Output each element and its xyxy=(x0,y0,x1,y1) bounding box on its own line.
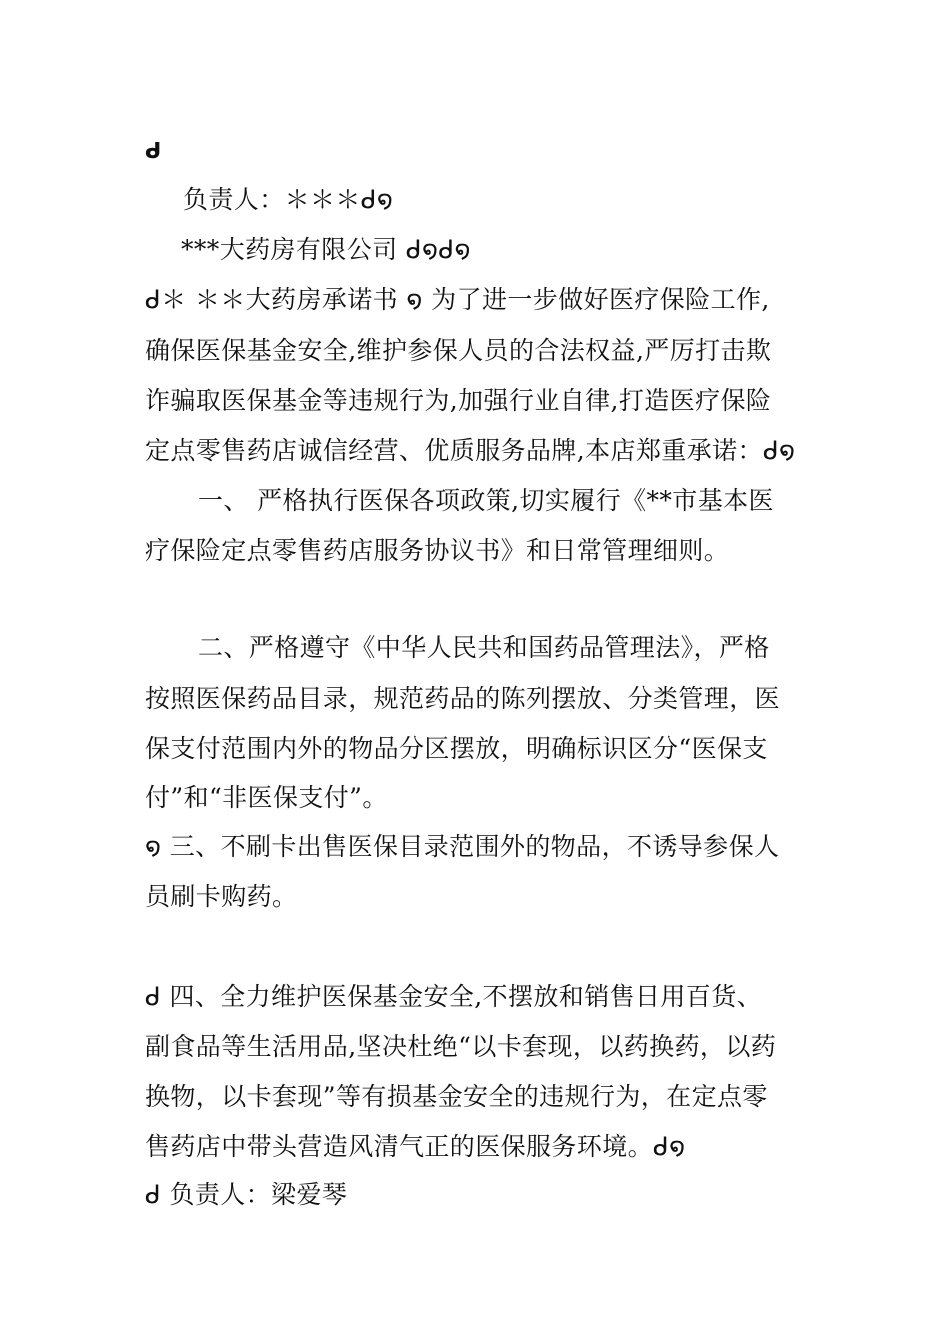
item-4-line-4: 售药店中带头营造风清气正的医保服务环境。ᑯ໑ xyxy=(145,1132,686,1161)
signatory-line: 负责人：＊＊＊ᑯ໑ xyxy=(183,185,394,214)
intro-line-4: 定点零售药店诚信经营、优质服务品牌,本店郑重承诺：ᑯ໑ xyxy=(145,436,796,465)
item-4-line-1: ᑯ 四、全力维护医保基金安全,不摆放和销售日用百货、 xyxy=(145,982,763,1011)
item-3-line-1: ໑ 三、不刷卡出售医保目录范围外的物品，不诱导参保人 xyxy=(145,832,780,861)
item-2-line-3: 保支付范围内外的物品分区摆放，明确标识区分“医保支 xyxy=(145,734,768,763)
item-3-line-2: 员刷卡购药。 xyxy=(145,882,298,911)
stray-marker: ᑯ xyxy=(145,139,162,164)
item-2-line-2: 按照医保药品目录，规范药品的陈列摆放、分类管理，医 xyxy=(145,684,781,713)
intro-line-3: 诈骗取医保基金等违规行为,加强行业自律,打造医疗保险 xyxy=(145,386,772,415)
item-4-line-2: 副食品等生活用品,坚决杜绝“以卡套现，以药换药，以药 xyxy=(145,1032,777,1061)
item-2-line-1: 二、严格遵守《中华人民共和国药品管理法》，严格 xyxy=(198,633,770,662)
title-and-intro-line: ᑯ＊ ＊＊大药房承诺书 ໑ 为了进一步做好医疗保险工作, xyxy=(145,285,770,314)
item-4-line-3: 换物，以卡套现”等有损基金安全的违规行为，在定点零 xyxy=(145,1082,768,1111)
item-2-line-4: 付”和“非医保支付”。 xyxy=(145,783,388,812)
intro-line-2: 确保医保基金安全,维护参保人员的合法权益,严厉打击欺 xyxy=(145,336,772,365)
company-name-line: ***大药房有限公司 ᑯ໑ᑯ໑ xyxy=(181,235,471,264)
item-1-line-1: 一、 严格执行医保各项政策,切实履行《**市基本医 xyxy=(198,486,774,515)
item-1-line-2: 疗保险定点零售药店服务协议书》和日常管理细则。 xyxy=(145,536,730,565)
closing-signatory-line: ᑯ 负责人：梁爱琴 xyxy=(145,1180,348,1209)
